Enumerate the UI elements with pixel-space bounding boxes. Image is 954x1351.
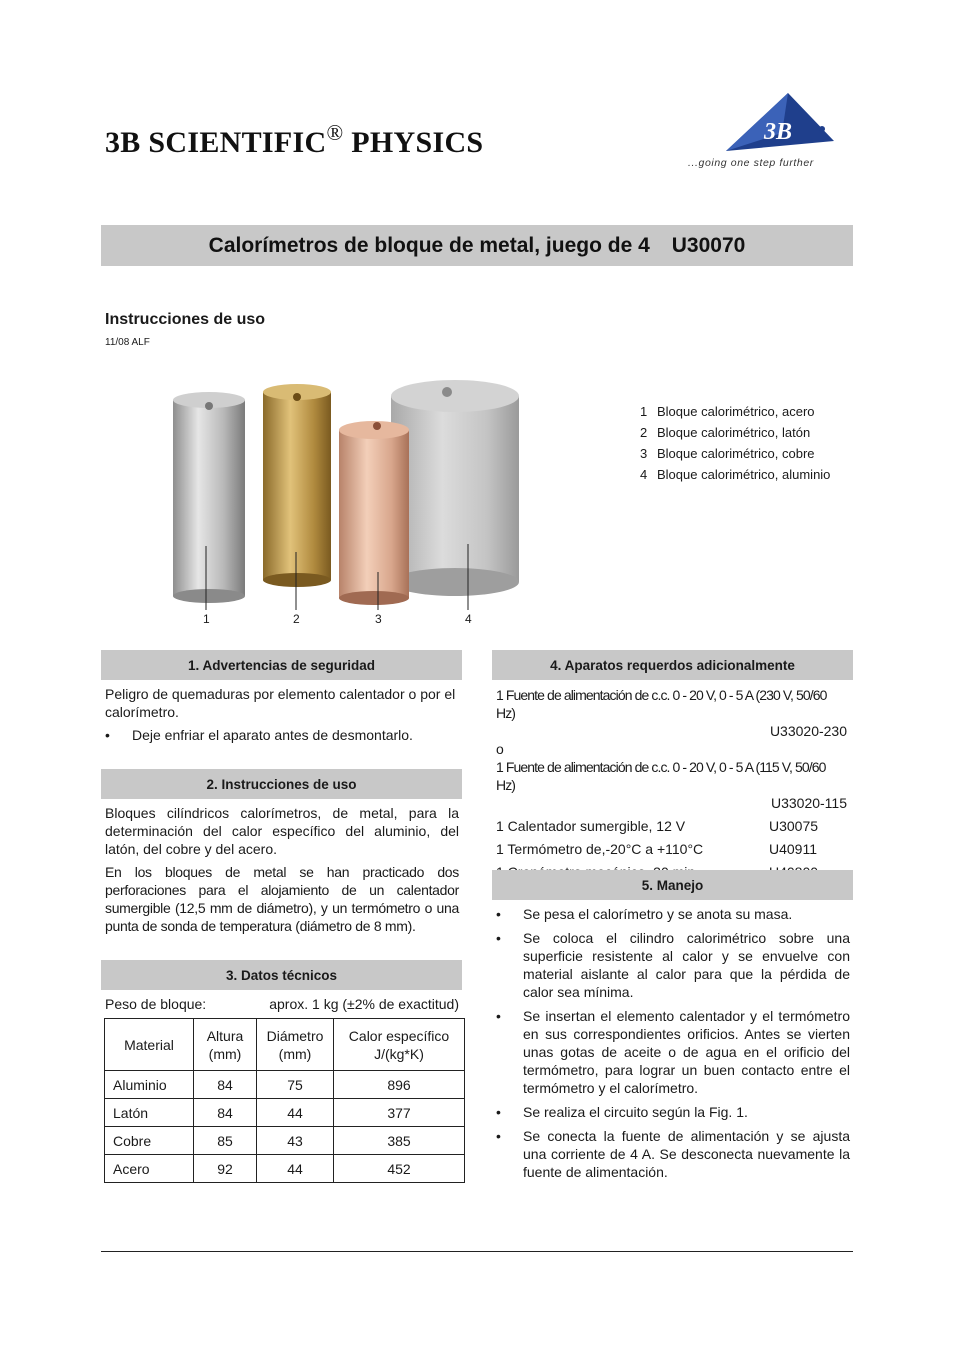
- brand-title: 3B SCIENTIFIC® PHYSICS: [105, 120, 484, 159]
- product-title-bar: [101, 225, 853, 266]
- instructions-heading: Instrucciones de uso: [105, 311, 266, 328]
- section-handling-heading: 5. Manejo: [492, 870, 853, 900]
- section-usage-heading: 2. Instrucciones de uso: [101, 769, 462, 799]
- table-row: Cobre 85 43 385: [105, 1127, 465, 1155]
- section-tech-heading: 3. Datos técnicos: [101, 960, 462, 990]
- list-item: • Se insertan el elemento calentador y el termómetro en sus correspondientes orificios. Antes se vierten unas gotas de aceite o de agua en el orificio del termómetro, para lograr un buen contacto entre el termómetro y el calorímetro.: [496, 1007, 850, 1097]
- callout-1: 1: [203, 612, 210, 626]
- svg-text:3B: 3B: [764, 119, 793, 145]
- callout-2: 2: [293, 612, 300, 626]
- tech-data-table: [104, 1018, 465, 1183]
- table-header-row: Material Altura (mm) Diámetro (mm) Calor específico J/(kg*K): [105, 1019, 465, 1071]
- block-weight: Peso de bloque: aprox. 1 kg (±2% de exactitud): [105, 996, 459, 1012]
- section-safety-body: Peligro de quemaduras por elemento calentador o por el calorímetro. • Deje enfriar el aparato antes de desmontarlo.: [105, 685, 459, 750]
- list-item: • Se realiza el circuito según la Fig. 1.: [496, 1103, 850, 1121]
- list-item: 1 Termómetro de,-20°C a +110°C U40911: [496, 841, 818, 857]
- table-row: Latón 84 44 377: [105, 1099, 465, 1127]
- list-item: • Se coloca el cilindro calorimétrico sobre una superficie resistente al calor y se envuelve con material aislante al calor para que la pérdida de calor sea mínima.: [496, 929, 850, 1001]
- list-item: • Se conecta la fuente de alimentación y se ajusta una corriente de 4 A. Se desconecta nuevamente la fuente de alimentación.: [496, 1127, 850, 1181]
- product-name: Calorímetros de bloque de metal, juego de 4: [208, 233, 650, 257]
- callout-4: 4: [465, 612, 472, 626]
- list-item: • Se pesa el calorímetro y se anota su masa.: [496, 905, 850, 923]
- required-psu-230: 1 Fuente de alimentación de c.c. 0 - 20 V, 0 - 5 A (230 V, 50/60 Hz): [496, 687, 827, 721]
- callout-3: 3: [375, 612, 382, 626]
- section-required-heading: 4. Aparatos requerdos adicionalmente: [492, 650, 853, 680]
- list-item: 3 Bloque calorimétrico, cobre: [640, 446, 815, 461]
- list-item: 4 Bloque calorimétrico, aluminio: [640, 467, 831, 482]
- footer-divider: [101, 1251, 853, 1252]
- section-safety-heading: 1. Advertencias de seguridad: [101, 650, 462, 680]
- section-usage-body: Bloques cilíndricos calorímetros, de metal, para la determinación del calor específico del aluminio, del latón, del cobre y del acero. En los bloques de metal se han practicado dos perforaciones para el alojamiento de un calentador sumergible (12,5 mm de diámetro), y un termómetro o una punta de sonda de temperatura (diámetro de 8 mm).: [105, 805, 459, 934]
- list-item: • Deje enfriar el aparato antes de desmontarlo.: [105, 726, 459, 744]
- tagline: ...going one step further: [688, 157, 814, 169]
- calorimeter-blocks-photo: [167, 378, 521, 610]
- list-item: 1 Calentador sumergible, 12 V U30075: [496, 818, 819, 834]
- required-psu-115: 1 Fuente de alimentación de c.c. 0 - 20 V, 0 - 5 A (115 V, 50/60 Hz): [496, 759, 826, 793]
- section-required-body: 1 Fuente de alimentación de c.c. 0 - 20 V, 0 - 5 A (230 V, 50/60 Hz) U33020-230 o 1 Fuente de alimentación de c.c. 0 - 20 V, 0 - 5 A (115 V, 50/60 Hz) U33020-115 1 Calentador sumergible, 12 V U30075 1 Termómetro de,-20°C a +110°C U40911: [496, 686, 847, 881]
- product-code: U30070: [671, 233, 746, 257]
- table-row: Aluminio 84 75 896: [105, 1071, 465, 1099]
- table-row: Acero 92 44 452: [105, 1155, 465, 1183]
- registered-mark: ®: [326, 120, 344, 145]
- list-item: 2 Bloque calorimétrico, latón: [640, 425, 811, 440]
- list-item: 1 Bloque calorimétrico, acero: [640, 404, 815, 419]
- parts-list: [640, 401, 830, 485]
- section-handling-body: [496, 905, 850, 1187]
- date-code: 11/08 ALF: [105, 337, 150, 348]
